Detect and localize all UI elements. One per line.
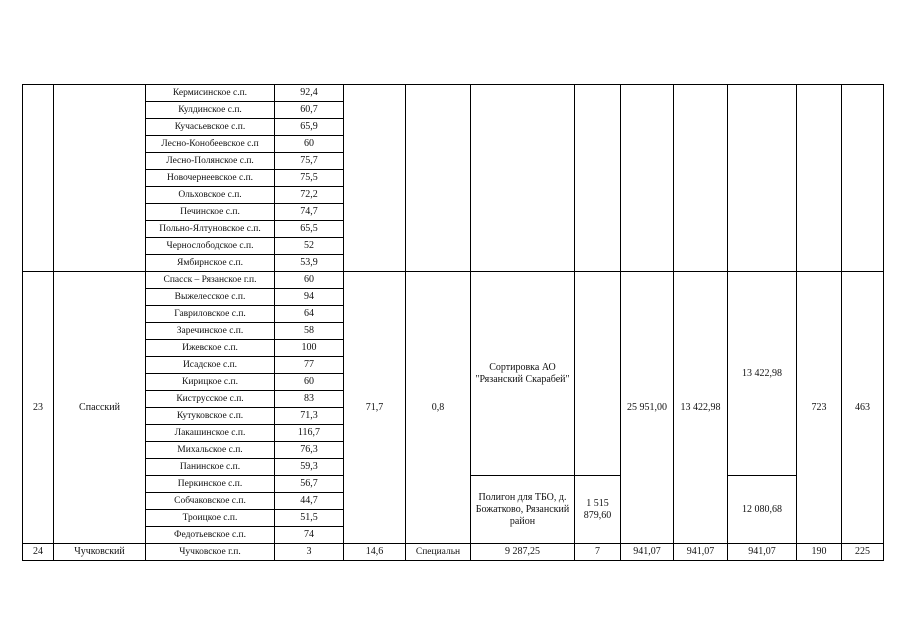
settlement-cell: Ямбирнское с.п. [146,255,275,272]
value-cell: 65,5 [275,221,344,238]
value-cell: 60 [275,272,344,289]
settlement-cell: Собчаковское с.п. [146,493,275,510]
value-cell: 53,9 [275,255,344,272]
col-m-value: 723 [797,272,842,544]
settlement-cell: Федотьевское с.п. [146,527,275,544]
value-cell: 58 [275,323,344,340]
value-cell: 92,4 [275,85,344,102]
group1-col-j [621,85,674,272]
value-cell: 75,5 [275,170,344,187]
value-cell: 60,7 [275,102,344,119]
value-cell: 74 [275,527,344,544]
value-cell: 64 [275,306,344,323]
district-name: Спасский [54,272,146,544]
group1-col-m [797,85,842,272]
settlement-cell: Кермисинское с.п. [146,85,275,102]
settlement-cell: Гавриловское с.п. [146,306,275,323]
settlement-cell: Чернослободское с.п. [146,238,275,255]
settlement-cell: Исадское с.п. [146,357,275,374]
col-f-value: 0,8 [406,272,471,544]
group1-col-k [674,85,728,272]
value-cell: 60 [275,374,344,391]
settlement-cell: Кулдинское с.п. [146,102,275,119]
col-k-value: 941,07 [674,544,728,561]
settlement-cell: Чучковское г.п. [146,544,275,561]
facility-landfill-value: 1 515 879,60 [575,476,621,544]
value-cell: 56,7 [275,476,344,493]
settlement-cell: Польно-Ялтуновское с.п. [146,221,275,238]
value-cell: 76,3 [275,442,344,459]
settlement-cell: Ижевское с.п. [146,340,275,357]
value-cell: 100 [275,340,344,357]
group1-col-n [842,85,884,272]
settlement-cell: Лесно-Конобеевское с.п [146,136,275,153]
district-name: Чучковский [54,544,146,561]
facility-sorting: Сортировка АО "Рязанский Скарабей" [471,272,575,476]
col-f-value: Специальн [406,544,471,561]
col-e-value: 14,6 [344,544,406,561]
group1-col-e [344,85,406,272]
row-number: 23 [23,272,54,544]
group1-col-h [575,85,621,272]
value-cell: 71,3 [275,408,344,425]
data-table [22,84,884,561]
value-cell: 75,7 [275,153,344,170]
col-h-value: 7 [575,544,621,561]
row-number: 24 [23,544,54,561]
facility-landfill: Полигон для ТБО, д. Божатково, Рязанский район [471,476,575,544]
settlement-cell: Лакашинское с.п. [146,425,275,442]
settlement-cell: Троицкое с.п. [146,510,275,527]
value-cell: 83 [275,391,344,408]
value-cell: 72,2 [275,187,344,204]
settlement-cell: Перкинское с.п. [146,476,275,493]
group1-col-g [471,85,575,272]
settlement-cell: Новочернеевское с.п. [146,170,275,187]
value-cell: 52 [275,238,344,255]
col-k-value: 13 422,98 [674,272,728,544]
value-cell: 94 [275,289,344,306]
settlement-cell: Печинское с.п. [146,204,275,221]
col-j-value: 941,07 [621,544,674,561]
settlement-cell: Спасск – Рязанское г.п. [146,272,275,289]
settlement-cell: Кирицкое с.п. [146,374,275,391]
group1-col-l [728,85,797,272]
value-cell: 3 [275,544,344,561]
group1-district-cell [54,85,146,272]
value-cell: 74,7 [275,204,344,221]
settlement-cell: Панинское с.п. [146,459,275,476]
settlement-cell: Киструсское с.п. [146,391,275,408]
value-cell: 60 [275,136,344,153]
facility-sorting-value [575,272,621,476]
group1-num-cell [23,85,54,272]
col-l-value: 941,07 [728,544,797,561]
col-l-value-2: 12 080,68 [728,476,797,544]
settlement-cell: Михальское с.п. [146,442,275,459]
settlement-cell: Заречинское с.п. [146,323,275,340]
settlement-cell: Лесно-Полянское с.п. [146,153,275,170]
value-cell: 77 [275,357,344,374]
col-n-value: 225 [842,544,884,561]
settlement-cell: Кучасьевское с.п. [146,119,275,136]
col-l-value-1: 13 422,98 [728,272,797,476]
value-cell: 59,3 [275,459,344,476]
col-n-value: 463 [842,272,884,544]
col-e-value: 71,7 [344,272,406,544]
col-j-value: 25 951,00 [621,272,674,544]
value-cell: 51,5 [275,510,344,527]
value-cell: 116,7 [275,425,344,442]
settlement-cell: Ольховское с.п. [146,187,275,204]
col-g-value: 9 287,25 [471,544,575,561]
value-cell: 65,9 [275,119,344,136]
settlement-cell: Выжелесское с.п. [146,289,275,306]
value-cell: 44,7 [275,493,344,510]
settlement-cell: Кутуковское с.п. [146,408,275,425]
group1-col-f [406,85,471,272]
col-m-value: 190 [797,544,842,561]
